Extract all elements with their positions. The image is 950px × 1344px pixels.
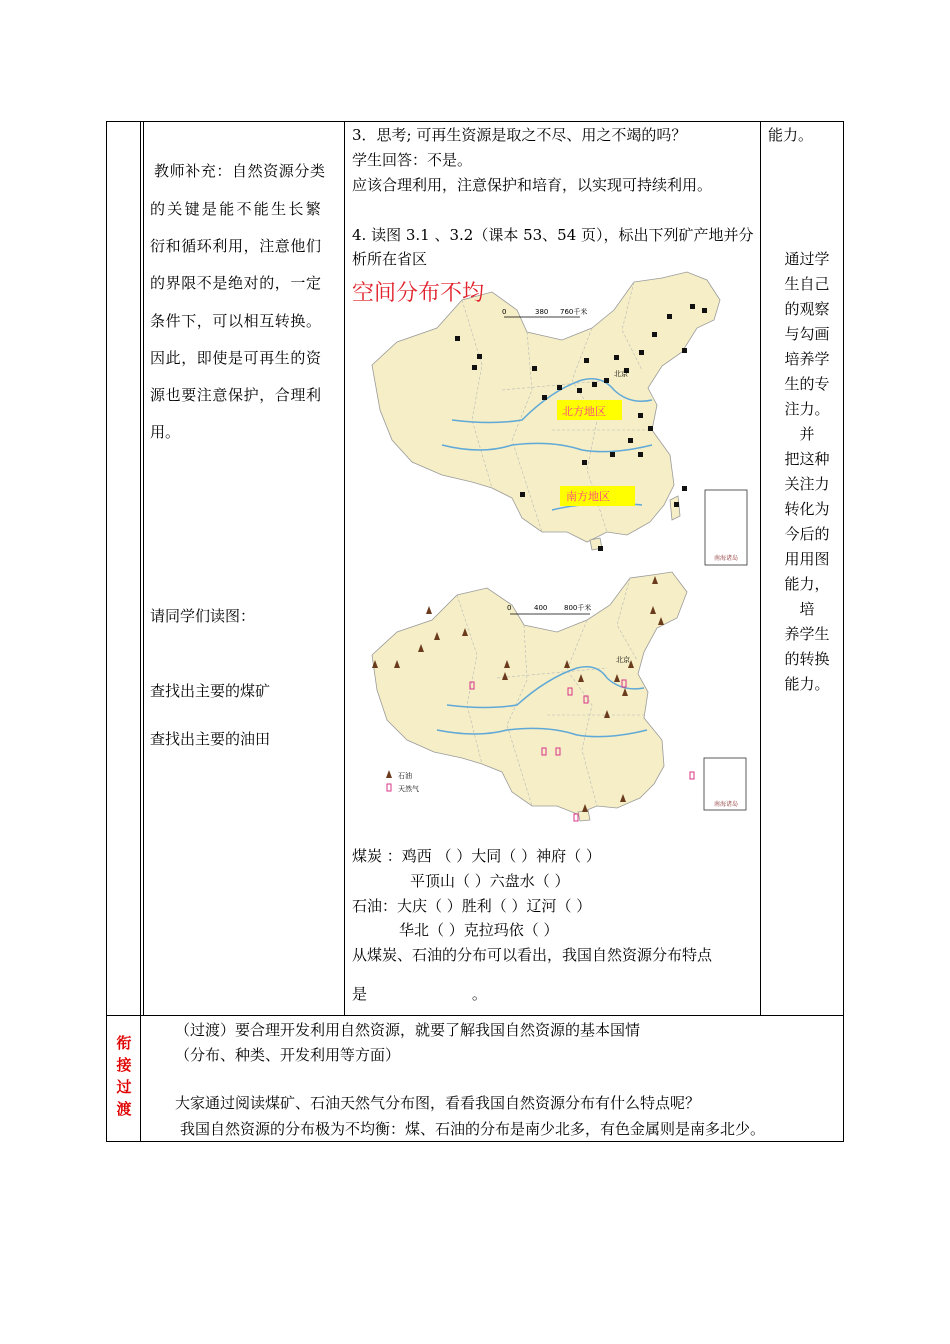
oil-row-1: 石油：大庆（ ）胜利（ ）辽河（ ） [352,897,592,915]
col-divider-1b [143,121,144,1016]
north-region-label: 北方地区 [562,405,606,418]
supplement-line: 条件下，可以相互转换。 [150,312,322,330]
purpose-text [782,247,832,697]
purpose-line: 生自己 [784,275,830,293]
purpose-line: 转化为 [784,500,830,518]
side-label-char: 接 [116,1056,132,1074]
svg-text:400: 400 [534,604,548,612]
supplement-line: 源也要注意保护，合理利 [150,386,322,404]
purpose-line: 培养学 [784,350,830,368]
purpose-line: 注力。并 [784,400,830,443]
supplement-line: 教师补充：自然资源分类 [154,162,326,180]
question-4-line1: 4. 读图 3.1 、3.2（课本 53、54 页），标出下列矿产地并分 [352,226,754,244]
inset-label: 南海诸岛 [714,801,739,808]
capital-label: 北京 [614,370,628,378]
map-title: 空间分布不均 [352,281,485,306]
oil-gas-map [352,570,750,822]
inset-frame [705,490,747,565]
find-coal-prompt: 查找出主要的煤矿 [150,682,271,700]
coal-row-2: 平顶山（ ）六盘水（ ） [410,872,570,890]
table-border-right [843,121,844,1142]
purpose-line: 用用图 [784,550,830,568]
purpose-line: 通过学 [784,250,830,268]
col-divider-2 [344,121,345,1016]
find-oil-prompt: 查找出主要的油田 [150,730,271,748]
coal-row-1: 煤炭 ：鸡西 （ ）大同（ ）神府（ ） [352,847,601,865]
svg-text:760千米: 760千米 [560,308,588,316]
svg-text:0: 0 [502,308,507,316]
supplement-line: 因此，即使是可再生的资 [150,349,322,367]
table-border-top [106,121,844,122]
purpose-line: 能力，培 [784,575,830,618]
transition-side-label [112,1032,136,1120]
purpose-line: 的转换 [784,650,830,668]
bottom-col-divider [140,1015,141,1142]
supplement-line: 的界限不是绝对的，一定 [150,274,322,292]
student-answer: 学生回答：不是。 [352,151,473,169]
svg-text:0: 0 [507,604,512,612]
transition-line1: （过渡）要合理开发利用自然资源，就要了解我国自然资源的基本国情 [175,1021,641,1039]
conclusion-line2: 是 。 [352,985,487,1003]
col-divider-1 [140,121,141,1016]
south-region-label: 南方地区 [566,490,610,503]
legend-gas-label: 天然气 [398,785,419,793]
question-3: 3．思考; 可再生资源是取之不尽、用之不竭的吗？ [352,126,687,144]
transition-line4: 我国自然资源的分布极为不均衡：煤、石油的分布是南少北多，有色金属则是南多北少。 [180,1120,766,1138]
side-label-char: 渡 [116,1100,132,1118]
conclusion-line1: 从煤炭、石油的分布可以看出，我国自然资源分布特点 [352,946,713,964]
row-divider [106,1015,844,1016]
purpose-line: 生的专 [784,375,830,393]
table-border-bottom [106,1141,844,1142]
purpose-line: 的观察 [784,300,830,318]
side-label-char: 衔 [116,1034,132,1052]
purpose-line: 把这种 [784,450,830,468]
purpose-line: 能力。 [784,675,830,693]
mineral-map [352,270,750,570]
supplement-line: 衍和循环利用，注意他们 [150,237,322,255]
table-border-left [106,121,107,1142]
read-map-prompt: 请同学们读图： [150,607,256,625]
purpose-line: 今后的 [784,525,830,543]
purpose-line: 关注力 [784,475,830,493]
side-label-char: 过 [116,1078,132,1096]
sustainable-note: 应该合理利用，注意保护和培育，以实现可持续利用。 [352,176,713,194]
transition-line3: 大家通过阅读煤矿、石油天然气分布图，看看我国自然资源分布有什么特点呢？ [175,1094,701,1112]
legend-oil-label: 石油 [398,772,412,780]
inset-label: 南海诸岛 [714,555,739,562]
supplement-line: 的关键是能不能生长繁 [150,200,324,218]
capital-label: 北京 [616,656,630,664]
svg-text:380: 380 [535,308,549,316]
question-4-line2: 析所在省区 [352,250,428,268]
oil-row-2: 华北（ ）克拉玛依（ ） [399,921,559,939]
supplement-line: 用。 [150,423,181,441]
svg-text:800千米: 800千米 [564,604,592,612]
purpose-line: 养学生 [784,625,830,643]
col-divider-3 [760,121,761,1016]
purpose-line: 与勾画 [784,325,830,343]
transition-line2: （分布、种类、开发利用等方面） [175,1046,401,1064]
purpose-top: 能力。 [768,126,814,144]
